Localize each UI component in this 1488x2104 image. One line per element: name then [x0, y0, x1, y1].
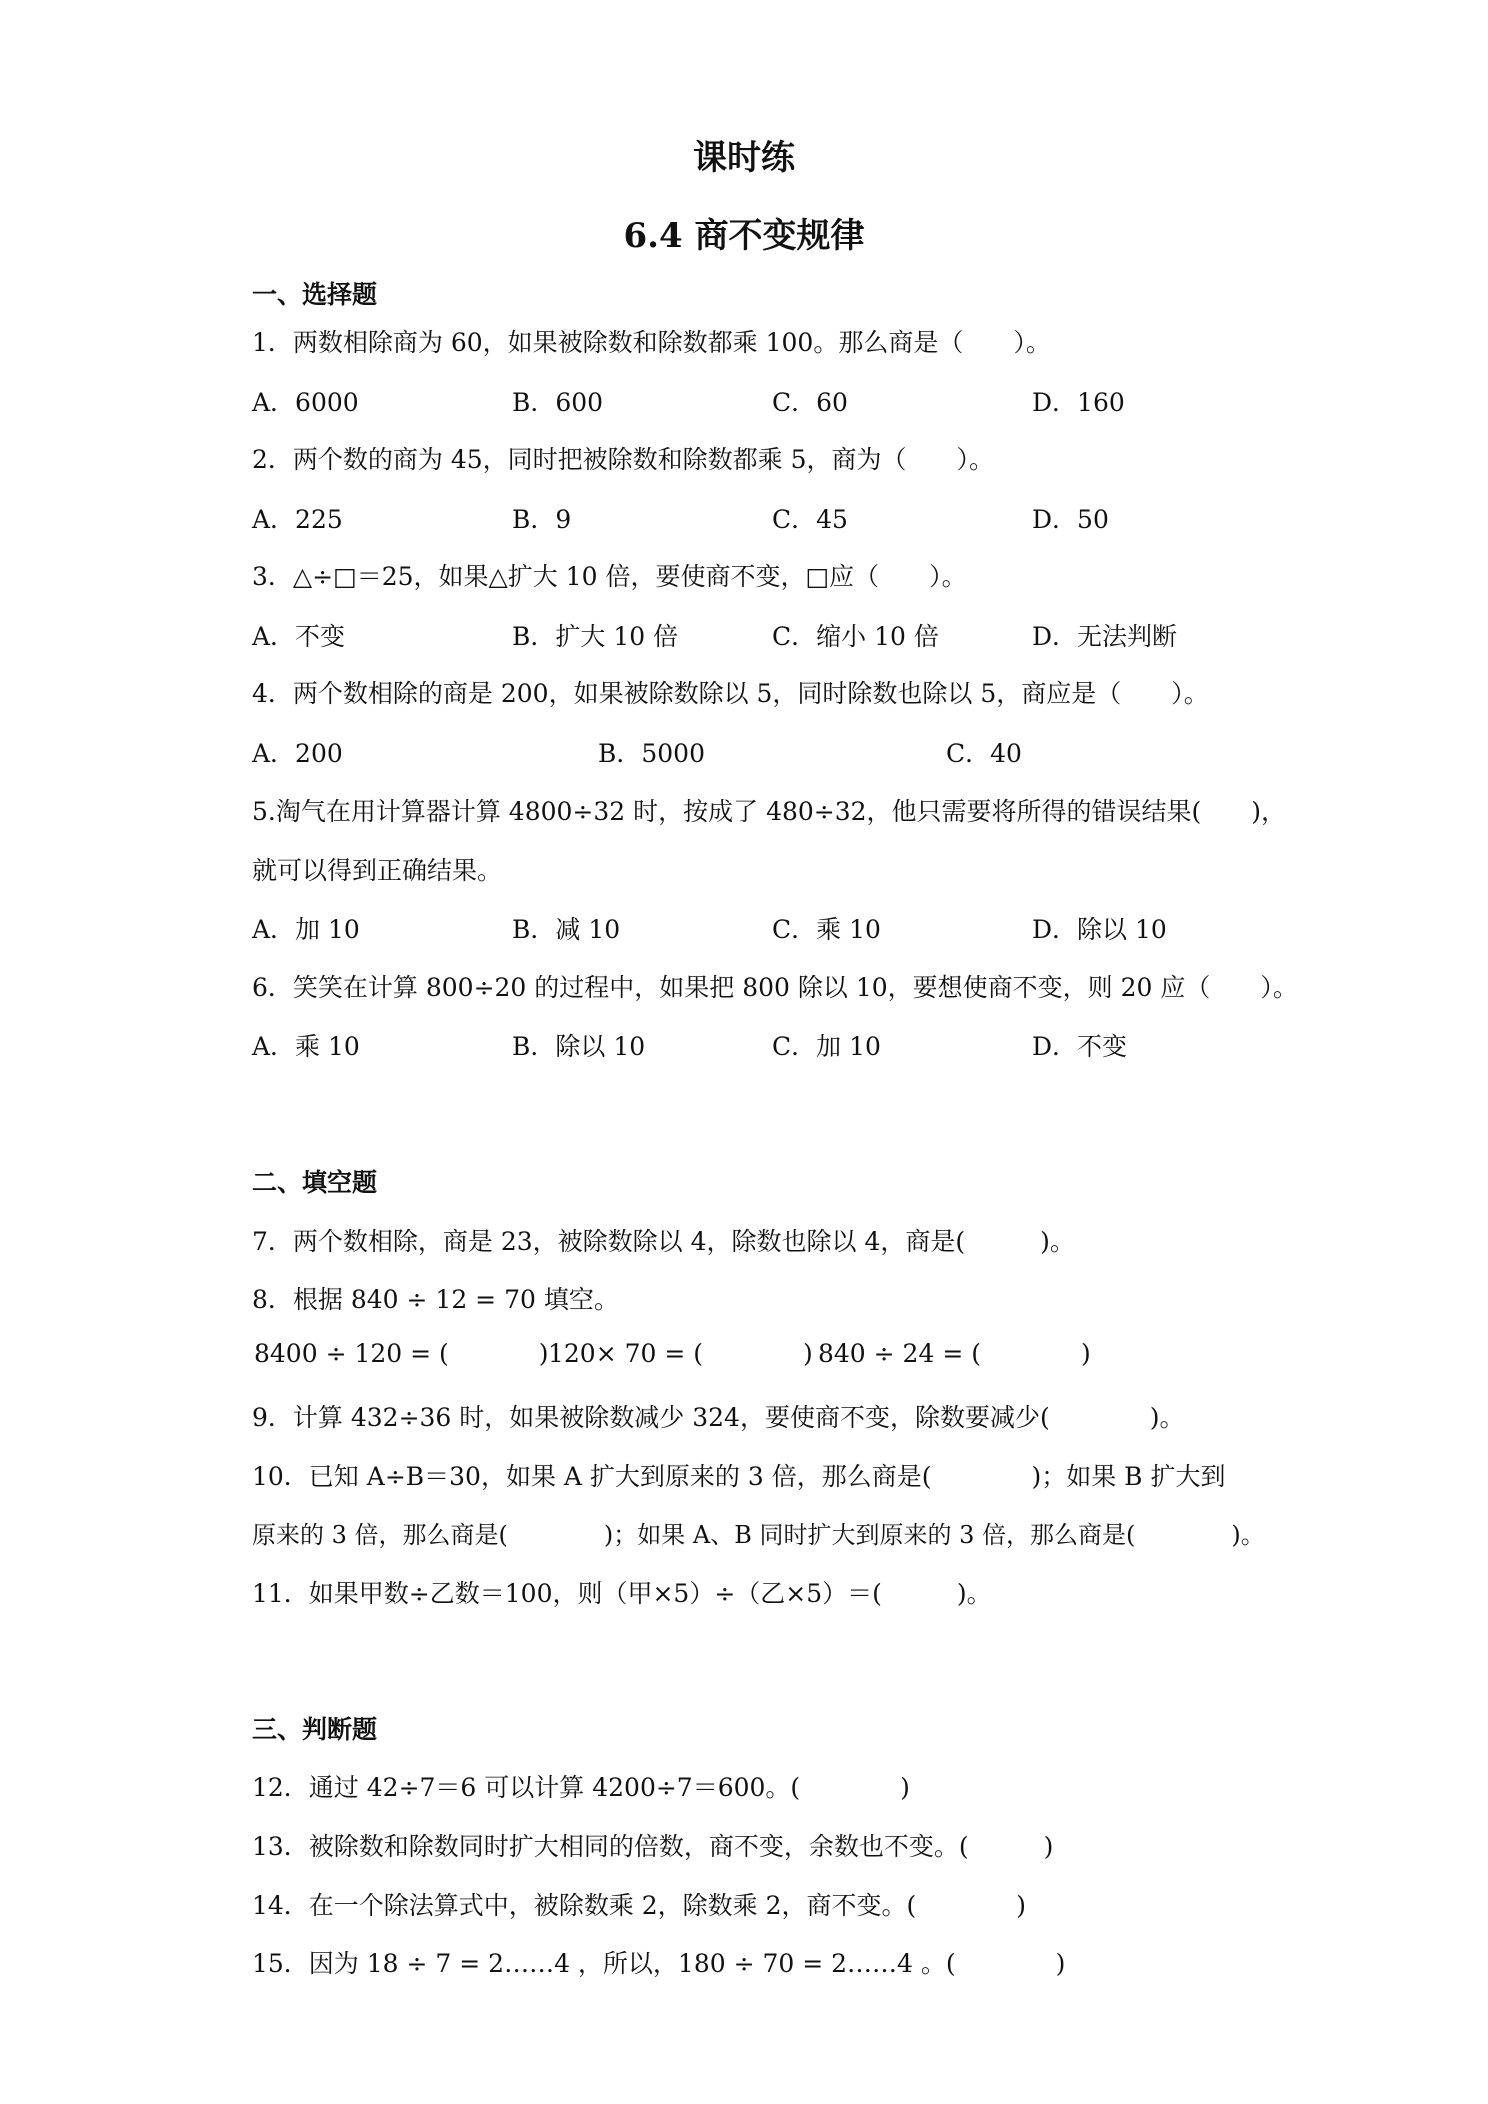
question-5-continued: 就可以得到正确结果。 — [252, 856, 503, 885]
section-heading-judge: 三、判断题 — [252, 1715, 378, 1744]
option-2a: A．225 — [252, 505, 343, 534]
option-4a: A．200 — [252, 739, 343, 768]
question-9: 9．计算 432÷36 时，如果被除数减少 324，要使商不变，除数要减少( )。 — [252, 1403, 1185, 1432]
option-5a: A．加 10 — [252, 915, 360, 944]
question-8c — [818, 1339, 1091, 1368]
option-6c: C．加 10 — [772, 1032, 881, 1061]
option-6b: B．除以 10 — [512, 1032, 646, 1061]
q8a-text: 8400 ÷ 120 = ( — [254, 1339, 449, 1368]
option-1b: B．600 — [512, 388, 604, 417]
option-2c: C．45 — [772, 505, 848, 534]
option-2b: B．9 — [512, 505, 572, 534]
lesson-subtitle: 6.4 商不变规律 — [623, 216, 865, 256]
q8b-text: 120× 70 = ( — [548, 1339, 704, 1368]
question-8a — [254, 1339, 549, 1368]
page-title: 课时练 — [693, 138, 795, 178]
option-1a: A．6000 — [252, 388, 359, 417]
q8c-close: ) — [1080, 1339, 1091, 1368]
option-3c: C．缩小 10 倍 — [772, 622, 939, 651]
question-10-line1: 10．已知 A÷B＝30，如果 A 扩大到原来的 3 倍，那么商是( )；如果 B 扩大到 — [252, 1462, 1226, 1491]
option-1c: C．60 — [772, 388, 848, 417]
q8a-close: ) — [538, 1339, 549, 1368]
question-8b — [548, 1339, 813, 1368]
option-3a: A．不变 — [252, 622, 346, 651]
option-5c: C．乘 10 — [772, 915, 881, 944]
question-5: 5.淘气在用计算器计算 4800÷32 时，按成了 480÷32，他只需要将所得的错误结果( )， — [252, 797, 1287, 826]
question-4: 4．两个数相除的商是 200，如果被除数除以 5，同时除数也除以 5，商应是（ ）。 — [252, 679, 1209, 708]
question-10-line2: 原来的 3 倍，那么商是( )；如果 A、B 同时扩大到原来的 3 倍，那么商是( )。 — [252, 1521, 1265, 1549]
option-5d: D．除以 10 — [1032, 915, 1167, 944]
question-7: 7．两个数相除，商是 23，被除数除以 4，除数也除以 4，商是( )。 — [252, 1227, 1075, 1256]
question-12: 12．通过 42÷7＝6 可以计算 4200÷7＝600。( ) — [252, 1773, 910, 1802]
option-2d: D．50 — [1032, 505, 1109, 534]
section-heading-choice: 一、选择题 — [252, 280, 378, 309]
option-6a: A．乘 10 — [252, 1032, 360, 1061]
question-11: 11．如果甲数÷乙数＝100，则（甲×5）÷（乙×5）＝( )。 — [252, 1579, 992, 1608]
question-13: 13．被除数和除数同时扩大相同的倍数，商不变，余数也不变。( ) — [252, 1832, 1054, 1861]
question-3: 3．△÷□＝25，如果△扩大 10 倍，要使商不变，□应（ ）。 — [252, 562, 967, 591]
q8c-text: 840 ÷ 24 = ( — [818, 1339, 981, 1368]
option-4c: C．40 — [946, 739, 1022, 768]
question-14: 14．在一个除法算式中，被除数乘 2，除数乘 2，商不变。( ) — [252, 1891, 1027, 1920]
option-6d: D．不变 — [1032, 1032, 1128, 1061]
question-1: 1．两数相除商为 60，如果被除数和除数都乘 100。那么商是（ ）。 — [252, 328, 1051, 357]
option-5b: B．减 10 — [512, 915, 621, 944]
question-8: 8．根据 840 ÷ 12 = 70 填空。 — [252, 1285, 619, 1314]
question-15: 15．因为 18 ÷ 7 = 2……4 ，所以，180 ÷ 70 = 2……4 。( ) — [252, 1949, 1066, 1978]
question-2: 2．两个数的商为 45，同时把被除数和除数都乘 5，商为（ ）。 — [252, 445, 995, 474]
option-1d: D．160 — [1032, 388, 1125, 417]
q8b-close: ) — [803, 1339, 813, 1368]
question-6: 6．笑笑在计算 800÷20 的过程中，如果把 800 除以 10，要想使商不变，则 20 应（ ）。 — [252, 973, 1298, 1002]
option-3b: B．扩大 10 倍 — [512, 622, 679, 651]
section-heading-fill: 二、填空题 — [252, 1168, 378, 1197]
option-3d: D．无法判断 — [1032, 622, 1178, 651]
option-4b: B．5000 — [598, 739, 705, 768]
